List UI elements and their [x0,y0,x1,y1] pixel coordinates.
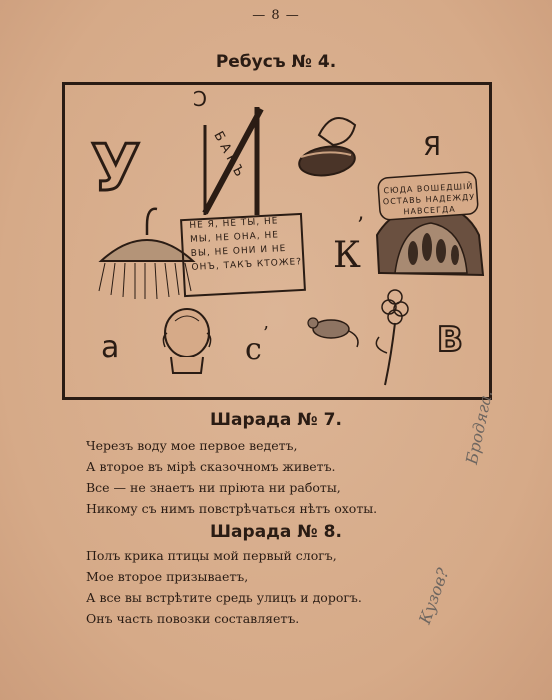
apostrophe-s: ’ [263,323,269,344]
acorn-drawing [297,118,356,179]
letter-u: У [91,132,141,206]
letter-i-drawing [205,107,261,215]
box-line: ОНЪ, ТАКЪ КТОЖЕ? [191,257,303,273]
verse-line: Никому съ нимъ повстрѣчаться нѣтъ охоты. [86,501,378,516]
verse-line: А все вы встрѣтите средь улицъ и дорогъ. [86,590,362,605]
rebus-title: Ребусъ № 4. [215,52,337,72]
sign-line: НАВСЕГДА [403,204,456,217]
verse-line: Мое второе призываетъ, [86,569,249,584]
speech-box-text [189,213,302,275]
box-line: МЫ, НЕ ОНА, НЕ [189,230,280,245]
sharada7-title: Шарада № 7. [210,410,342,430]
rotated-word: Б А Р Ъ [210,129,247,180]
apostrophe-k: ’ [357,214,364,239]
page-number: — 8 — [252,8,300,23]
box-line: ВЫ, НЕ ОНИ И НЕ [190,243,287,259]
letter-c-top: С [193,86,207,110]
verse-line: Онъ часть повозки составляетъ. [86,611,300,626]
sharada8-verse [86,545,362,629]
verse-line: Все — не знаетъ ни пріюта ни работы, [86,480,341,495]
letter-v: В [437,320,463,360]
mouse-drawing [308,318,358,347]
handwritten-answer-7: Бродяга. [462,388,497,466]
head-drawing [163,309,210,373]
sharada8-title: Шарада № 8. [210,522,342,542]
letter-ya: Я [423,132,442,162]
cave-sign-text [380,181,478,219]
letter-a: а [101,330,120,365]
flower-drawing [376,290,408,385]
box-line: НЕ Я, НЕ ТЫ, НЕ [189,216,279,231]
letter-k: К [333,235,361,276]
verse-line: Полъ крика птицы мой первый слогъ, [86,548,337,563]
letter-s: с [245,332,262,367]
sign-line: ОСТАВЬ НАДЕЖДУ [382,192,476,207]
verse-line: А второе въ мірѣ сказочномъ живетъ. [86,459,336,474]
sign-line: СЮДА ВОШЕДШІЙ [383,181,474,196]
rebus-frame [62,82,492,400]
sharada7-verse [86,435,377,519]
shower-drawing [99,209,193,299]
verse-line: Черезъ воду мое первое ведетъ, [86,438,298,453]
letter-u-block [91,132,140,206]
handwritten-answer-8: Кузов? [415,565,453,627]
